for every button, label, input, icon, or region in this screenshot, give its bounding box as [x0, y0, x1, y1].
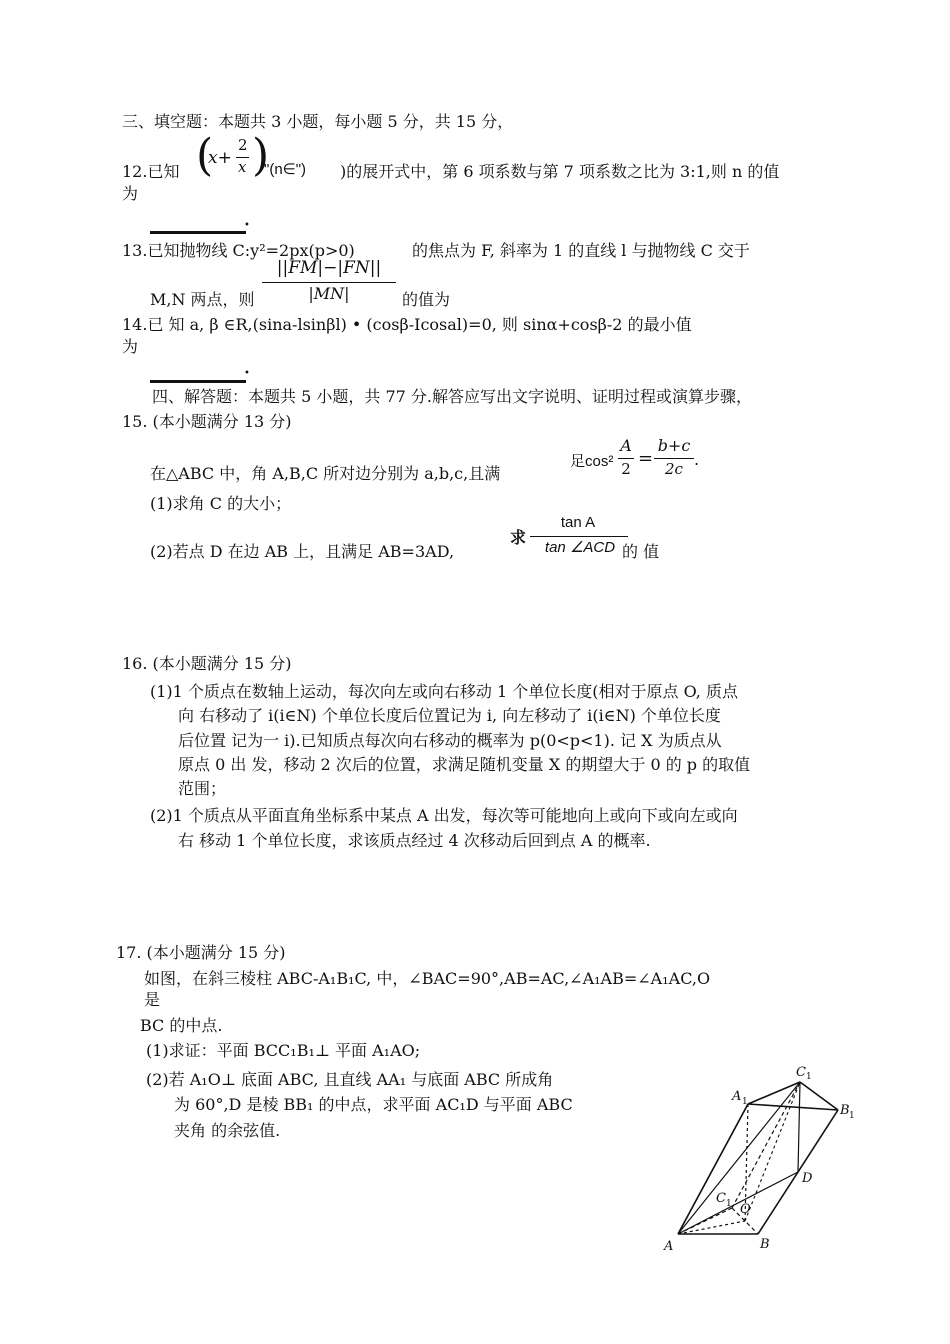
q16-p2-l2: 右 移动 1 个单位长度，求该质点经过 4 次移动后回到点 A 的概率. [178, 831, 651, 850]
q15-stem: 在△ABC 中，角 A,B,C 所对边分别为 a,b,c,且满 [150, 464, 501, 483]
segment-A-top [678, 1104, 748, 1234]
q16-head: 16. (本小题满分 15 分) [122, 654, 292, 673]
paren-right: ) [252, 130, 270, 181]
q15-part1: (1)求角 C 的大小； [150, 494, 292, 513]
q15-cond-eq: = [638, 448, 654, 469]
label-C: C [716, 1191, 726, 1206]
paren-left: ( [196, 130, 214, 181]
label-A: A [664, 1239, 674, 1252]
q15-part2-end: 的 值 [622, 542, 660, 561]
q16-p1-l1: (1)1 个质点在数轴上运动，每次向左或向右移动 1 个单位长度(相对于原点 O, 质点 [150, 682, 738, 701]
q17-stem-l3: BC 的中点. [140, 1016, 223, 1035]
edge-C1B1 [800, 1082, 838, 1110]
q12-num: 2 [238, 136, 248, 154]
q13-line2-b: 的值为 [402, 290, 451, 309]
answer-blank-14[interactable] [150, 380, 246, 383]
q15-cond-pre: 足cos² [570, 453, 614, 470]
q17-part2-l2: 为 60°,D 是棱 BB₁ 的中点，求平面 AC₁D 与平面 ABC [174, 1095, 573, 1114]
label-B1-sub: 1 [849, 1111, 855, 1121]
q12-formula-note: "(n∈") [264, 161, 307, 178]
q12-prefix: 12.已知 [122, 162, 180, 181]
q12-den: x [238, 158, 247, 176]
q17-stem-l1: 如图，在斜三棱柱 ABC-A₁B₁C, 中，∠BAC=90°,AB=AC,∠A₁AB=∠A₁AC,O [144, 969, 711, 988]
q17-part1: (1)求证：平面 BCC₁B₁⊥ 平面 A₁AO; [146, 1041, 421, 1060]
q16-p1-l4: 原点 0 出 发，移动 2 次后的位置，求满足随机变量 X 的期望大于 0 的 p 的取值 [178, 755, 751, 774]
q12-formula [196, 130, 270, 181]
q15-part2-fraction [510, 514, 630, 562]
q15-cond-bar2 [654, 458, 694, 459]
q17-part2-l1: (2)若 A₁O⊥ 底面 ABC, 且直线 AA₁ 与底面 ABC 所成角 [146, 1070, 554, 1089]
label-B: B [760, 1237, 770, 1252]
q13-frac-bar [262, 282, 396, 283]
q16-p2-l1: (2)1 个质点从平面直角坐标系中某点 A 出发，每次等可能地向上或向下或向左或向 [150, 806, 738, 825]
label-O: O [740, 1202, 751, 1217]
q17-head: 17. (本小题满分 15 分) [116, 943, 286, 962]
q15-cond-bar1 [618, 458, 634, 459]
q16-p1-l2: 向 右移动了 i(i∈N) 个单位长度后位置记为 i, 向左移动了 i(i∈N) 个单位长度 [178, 706, 721, 725]
label-A1-sub: 1 [742, 1097, 748, 1107]
label-C1: C [796, 1065, 806, 1080]
q17-stem-l2: 是 [144, 990, 161, 1009]
q16-p1-l3: 后位置 记为一 i).已知质点每次向右移动的概率为 p(0<p<1). 记 X 为质点从 [178, 731, 722, 750]
segment-OC1 [745, 1082, 800, 1221]
q15-cond-end: . [694, 450, 700, 469]
blank-dot: • [244, 220, 250, 231]
segment-AD [678, 1172, 798, 1234]
q16-p1-l5: 范围； [178, 779, 227, 798]
edge-A1C1 [748, 1082, 800, 1104]
label-B1: B [840, 1103, 850, 1118]
segment-AO [678, 1221, 745, 1234]
q13-line2-a: M,N 两点，则 [150, 290, 255, 309]
q13-frac-num: ||FM|−|FN|| [276, 258, 382, 278]
q14-line2: 为 [122, 337, 139, 356]
label-A1: A [732, 1089, 742, 1104]
segment-C1D [798, 1082, 800, 1172]
q15-p2-bar [530, 536, 628, 537]
section4-title: 四、解答题：本题共 5 小题，共 77 分.解答应写出文字说明、证明过程或演算步骤， [152, 387, 752, 406]
q15-cond-num2: b+c [657, 436, 691, 455]
blank-dot: • [244, 368, 250, 379]
q12-text2: 为 [122, 184, 139, 203]
q15-p2-den: tan ∠ACD [544, 539, 616, 556]
q15-condition [570, 436, 710, 486]
label-D: D [802, 1171, 813, 1186]
q13-fraction [258, 258, 400, 306]
q15-cond-den2: 2c [665, 460, 683, 478]
q13-line1-a: 13.已知抛物线 C:y²=2px(p>0) [122, 241, 355, 260]
q15-p2-num: tan A [560, 514, 596, 531]
q14-line1: 14.已 知 a, β ∈R,(sina-lsinβl) • (cosβ-Icosal)=0, 则 sinα+cosβ-2 的最小值 [122, 315, 692, 334]
q15-part2: (2)若点 D 在边 AB 上，且满足 AB=3AD, [150, 542, 455, 561]
prism-figure [660, 1062, 860, 1252]
segment-AC1 [678, 1082, 800, 1234]
edge-A1B1 [748, 1104, 838, 1110]
label-C1-sub: 1 [806, 1072, 812, 1082]
q13-frac-den: |MN| [308, 284, 350, 303]
section3-title: 三、填空题：本题共 3 小题，每小题 5 分，共 15 分， [122, 112, 514, 131]
answer-blank-12[interactable] [150, 231, 246, 234]
q12-text: )的展开式中，第 6 项系数与第 7 项系数之比为 3:1,则 n 的值 [340, 162, 780, 181]
q13-line1-b: 的焦点为 F, 斜率为 1 的直线 l 与抛物线 C 交于 [412, 241, 750, 260]
q17-part2-l3: 夹角 的余弦值. [174, 1121, 281, 1140]
q15-head: 15. (本小题满分 13 分) [122, 412, 292, 431]
q15-qiu: 求 [510, 528, 527, 547]
label-C-sub: 1 [726, 1199, 732, 1209]
q15-cond-den1: 2 [621, 460, 631, 478]
q12-x: x+ [208, 148, 232, 168]
q15-cond-num1: A [620, 436, 632, 455]
